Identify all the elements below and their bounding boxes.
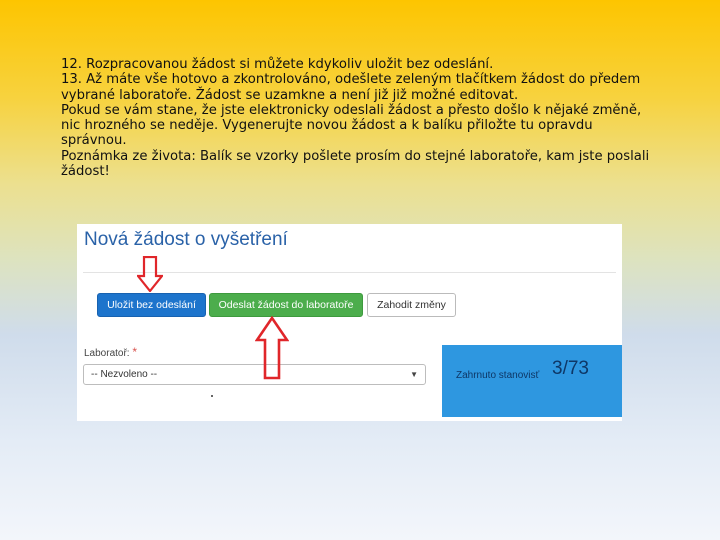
instruction-12: 12. Rozpracovanou žádost si můžete kdykoliv uložit bez odeslání. [61,57,494,72]
up-arrow-icon [255,316,289,380]
discard-changes-button[interactable]: Zahodit změny [367,293,456,317]
counter-label: Zahrnuto stanovisť [456,370,540,381]
included-tests-counter [442,345,622,417]
down-arrow-icon [137,256,163,292]
laboratory-label-text: Laboratoř: [84,348,130,359]
save-without-sending-button[interactable]: Uložit bez odeslání [97,293,206,317]
required-mark: * [132,345,138,359]
send-to-lab-button[interactable]: Odeslat žádost do laboratoře [209,293,363,317]
counter-value: 3/73 [552,358,589,379]
instructions-text [61,57,661,179]
dot-mark [211,395,213,397]
laboratory-selected-value: -- Nezvoleno -- [91,369,158,380]
laboratory-label [84,345,137,359]
chevron-down-icon: ▼ [410,370,418,379]
instruction-note: Poznámka ze života: Balík se vzorky pošlete prosím do stejné laboratoře, kam jste poslali žádost! [61,148,650,180]
instruction-13: 13. Až máte vše hotovo a zkontrolováno, odešlete zeleným tlačítkem žádost do předem vybrané laboratoře. Žádost se uzamkne a není již již možné editovat. [61,72,641,103]
instruction-change: Pokud se vám stane, že jste elektronicky odeslali žádost a přesto došlo k nějaké změně, nic hrozného se neděje. Vygenerujte novou žádost a k balíku přiložte tu opravdu správnou. [61,102,642,149]
page-title: Nová žádost o vyšetření [84,229,288,250]
request-form-panel [77,224,622,421]
